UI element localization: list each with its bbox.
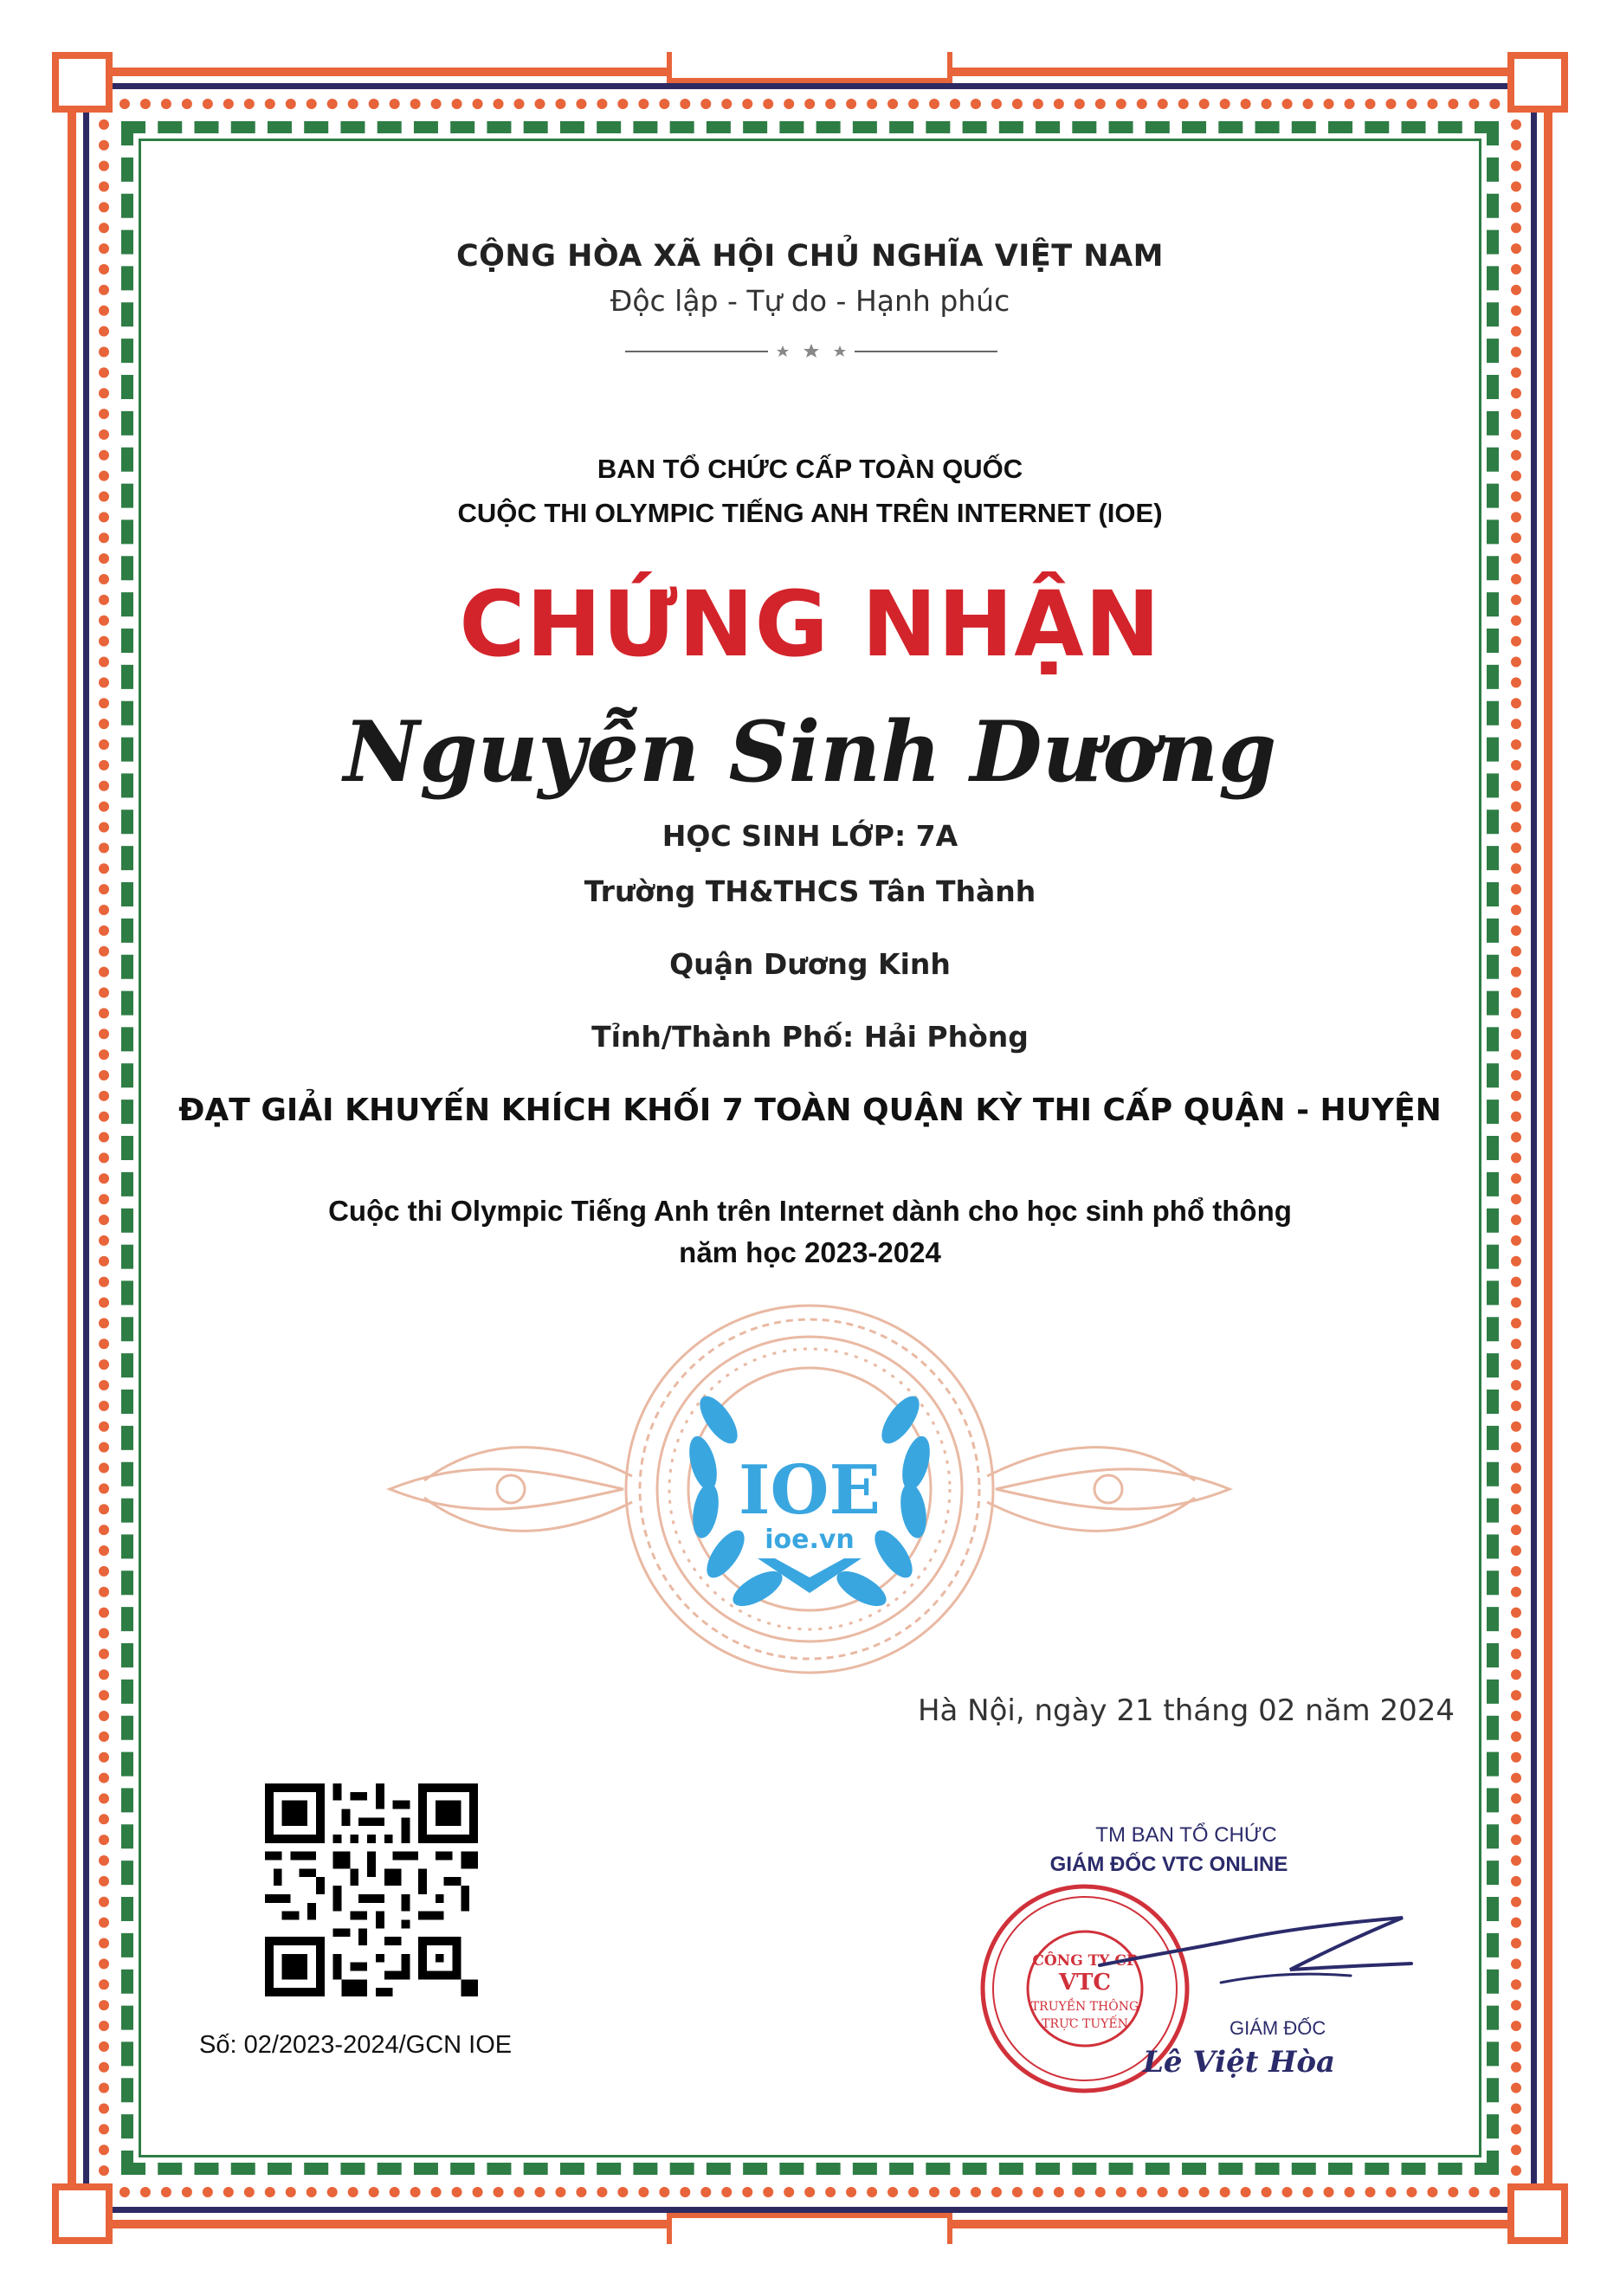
ioe-emblem [372,1299,1247,1680]
organizer-line-2: CUỘC THI OLYMPIC TIẾNG ANH TRÊN INTERNET (IOE) [457,498,1163,528]
signer-name: Lê Việt Hòa [1143,2045,1336,2080]
certificate-title: CHỨNG NHẬN [459,571,1161,677]
star-icon [834,345,846,357]
district-name: Quận Dương Kinh [669,947,951,981]
ioe-logo-text: IOE [739,1451,881,1530]
ioe-site-text: ioe.vn [765,1525,855,1555]
star-icon [804,344,819,358]
top-center-ornament [667,52,952,83]
seal-name: VTC [1058,1970,1112,1996]
organizer-line-1: BAN TỔ CHỨC CẤP TOÀN QUỐC [597,454,1023,484]
nation-motto: Độc lập - Tự do - Hạnh phúc [610,284,1010,318]
seal-line-1: TRUYỀN THÔNG [1030,2000,1139,2014]
contest-line-1: Cuộc thi Olympic Tiếng Anh trên Internet dành cho học sinh phổ thông [328,1195,1292,1227]
student-class: HỌC SINH LỚP: 7A [662,819,958,853]
bottom-center-ornament [667,2213,952,2244]
star-icon [777,345,789,357]
corner-ornament-top-left [52,52,113,113]
recipient-name: Nguyễn Sinh Dương [343,703,1277,801]
certificate-number: Số: 02/2023-2024/GCN IOE [199,2031,513,2059]
province-name: Tỉnh/Thành Phố: Hải Phòng [591,1020,1029,1054]
signature-heading: TM BAN TỔ CHỨC [1095,1823,1277,1847]
nation-title: CỘNG HÒA XÃ HỘI CHỦ NGHĨA VIỆT NAM [455,239,1164,274]
star-divider [625,343,997,360]
signature-position: GIÁM ĐỐC VTC ONLINE [1049,1853,1288,1876]
seal-company: CÔNG TY CP [1032,1952,1138,1970]
award-text: ĐẠT GIẢI KHUYẾN KHÍCH KHỐI 7 TOÀN QUẬN KỲ THI CẤP QUẬN - HUYỆN [178,1093,1442,1128]
issue-date: Hà Nội, ngày 21 tháng 02 năm 2024 [917,1693,1455,1728]
signature-stroke [1091,1905,1420,2009]
signer-title: GIÁM ĐỐC [1230,2017,1326,2039]
school-name: Trường TH&THCS Tân Thành [584,874,1036,908]
seal-line-2: TRỰC TUYẾN [1042,2017,1128,2031]
contest-line-2: năm học 2023-2024 [679,1236,941,1268]
corner-ornament-bottom-left [52,2183,113,2244]
corner-ornament-top-right [1507,52,1568,113]
corner-ornament-bottom-right [1507,2183,1568,2244]
qr-code [265,1783,478,1996]
